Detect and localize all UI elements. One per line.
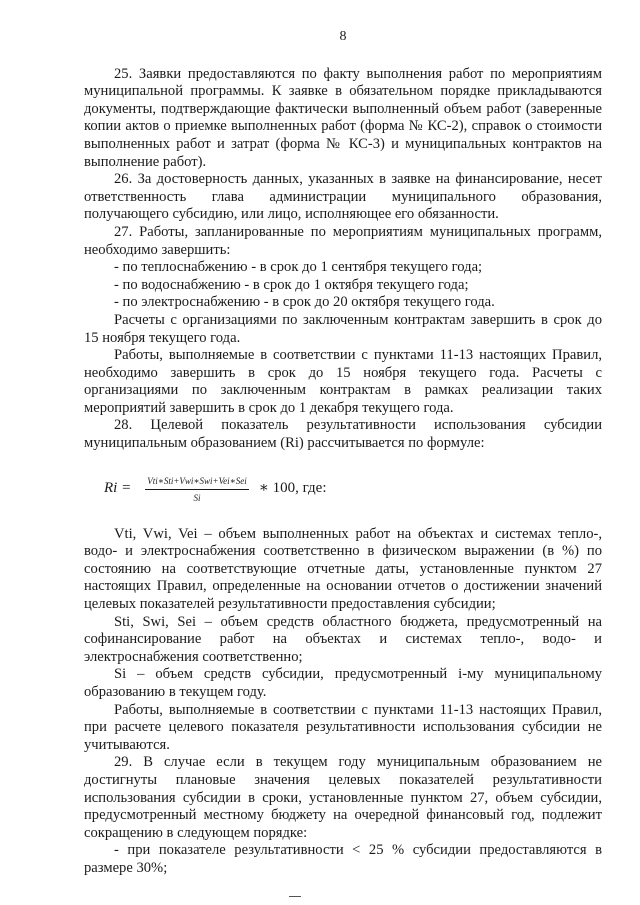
paragraph-27-works: Работы, выполняемые в соответствии с пунктами 11-13 настоящих Правил, необходимо завершить в срок до 15 ноября текущего года. Расчеты с организациями по заключенным контрактам в рамках реализации таких мероприятий завершить в срок до 1 декабря текущего года. (84, 347, 602, 416)
paragraph-29: 29. В случае если в текущем году муниципальным образованием не достигнуты плановые значения целевых показателей результативности использования субсидии в сроки, установленные пунктом 27, объем субсидии, предусмотренный местному бюджету на очередной финансовый год, подлежит сокращению в следующем порядке: (84, 754, 602, 841)
paragraph-27-settlements: Расчеты с организациями по заключенным контрактам завершить в срок до 15 ноября текущего года. (84, 311, 602, 346)
list-item-electric: - по электроснабжению - в срок до 20 октября текущего года. (114, 294, 495, 311)
formula (104, 475, 602, 504)
paragraph-28: 28. Целевой показатель результативности использования субсидии муниципальным образованием (Ri) рассчитывается по формуле: (84, 417, 602, 452)
formula-denominator: Si (193, 492, 201, 503)
formula-fraction (145, 475, 249, 504)
formula-tail: ∗ 100, где: (258, 480, 327, 497)
paragraph-28-note: Работы, выполняемые в соответствии с пунктами 11-13 настоящих Правил, при расчете целевого показателя результативности использования субсидии не учитываются. (84, 701, 602, 753)
definition-s: Sti, Swi, Sei – объем средств областного бюджета, предусмотренный на софинансирование работ на объектах и системах тепло-, водо- и электроснабжения соответственно; (84, 613, 602, 665)
document-page (84, 28, 602, 878)
formula-lhs: Ri = (104, 480, 132, 497)
definition-si: Si – объем средств субсидии, предусмотренный i-му муниципальному образованию в текущем году. (84, 666, 602, 700)
formula-numerator: Vti∗Sti+Vwi∗Swi+Vei∗Sei (145, 475, 249, 490)
list-item-threshold-25: - при показателе результативности < 25 % субсидии предоставляются в размере 30%; (84, 842, 602, 876)
paragraph-25: 25. Заявки предоставляются по факту выполнения работ по мероприятиям муниципальной программы. К заявке в обязательном порядке прикладываются документы, подтверждающие фактически выполненный объем работ (заверенные копии актов о приемке выполненных работ (форма № КС-2), справок о стоимости выполненных работ и затрат (форма № КС-3) и муниципальных контрактов на выполнение работ). (84, 65, 602, 170)
bottom-mark (289, 896, 301, 897)
page-number: 8 (339, 29, 347, 44)
paragraph-26: 26. За достоверность данных, указанных в заявке на финансирование, несет ответственность глава администрации муниципального образования, получающего субсидию, или лицо, исполняющее его обязанности. (84, 171, 602, 223)
paragraph-27: 27. Работы, запланированные по мероприятиям муниципальных программ, необходимо завершить: (84, 223, 602, 258)
list-item-heating: - по теплоснабжению - в срок до 1 сентября текущего года; (114, 259, 483, 276)
definition-v: Vti, Vwi, Vei – объем выполненных работ на объектах и системах тепло-, водо- и электроснабжения соответственно в физическом выражении (в %) по состоянию на соответствующие отчетные даты, установленные пунктом 27 настоящих Правил, определенные на основании отчетов о достижении значений целевых показателей результативности предоставления субсидии; (84, 525, 602, 613)
list-item-water: - по водоснабжению - в срок до 1 октября текущего года; (114, 276, 469, 293)
